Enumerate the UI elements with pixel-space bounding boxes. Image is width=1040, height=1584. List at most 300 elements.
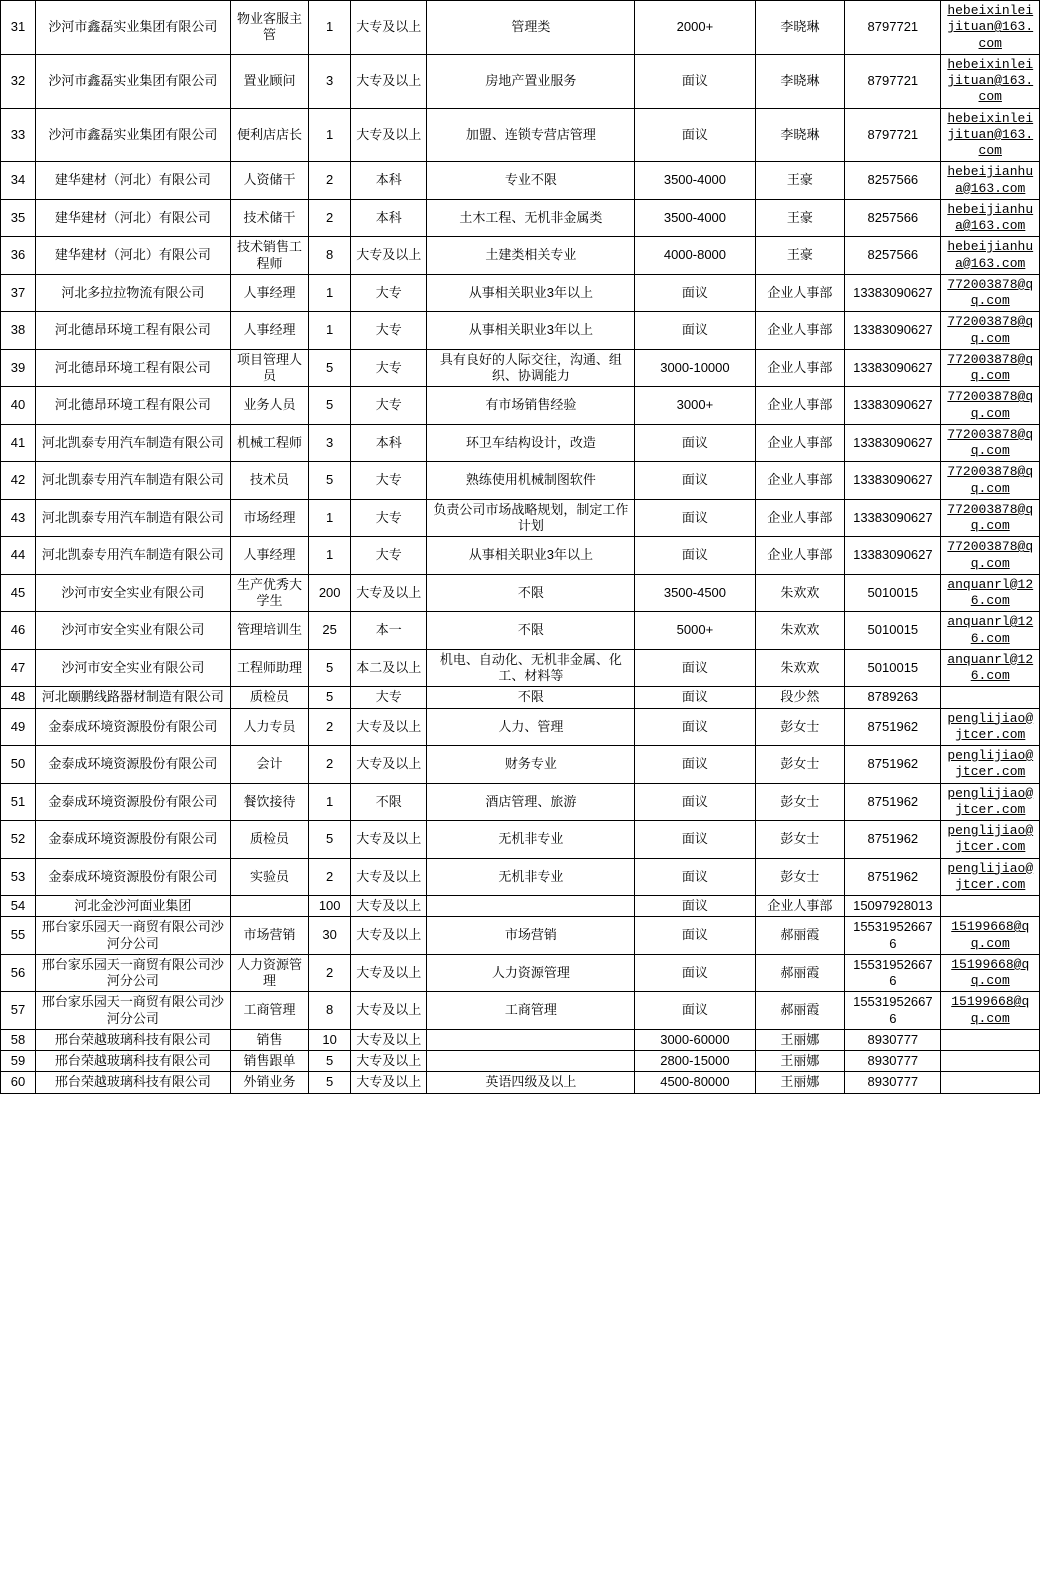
row-index-cell: 57 [1,992,36,1030]
row-index-cell: 54 [1,896,36,917]
email-link[interactable]: hebeijianhua@163.com [947,239,1034,271]
position-cell: 人资储干 [230,162,309,200]
salary-cell: 面议 [635,537,755,575]
row-index-cell: 58 [1,1029,36,1050]
row-index-cell: 60 [1,1072,36,1093]
contact-person-cell: 企业人事部 [755,499,845,537]
company-name-cell: 沙河市安全实业有限公司 [35,649,230,687]
table-row [1,237,1040,275]
company-name-cell: 邢台家乐园天一商贸有限公司沙河分公司 [35,917,230,955]
table-row [1,858,1040,896]
table-row [1,896,1040,917]
company-name-cell: 金泰成环境资源股份有限公司 [35,746,230,784]
email-link[interactable]: 772003878@qq.com [947,539,1034,571]
email-cell[interactable] [941,199,1040,237]
table-row [1,1072,1040,1093]
position-cell: 实验员 [230,858,309,896]
email-link[interactable]: anquanrl@126.com [947,576,1034,608]
table-row [1,387,1040,425]
education-cell: 大专及以上 [350,54,427,108]
table-row [1,783,1040,821]
salary-cell: 面议 [635,108,755,162]
major-cell [427,896,635,917]
email-link[interactable]: hebeijianhua@163.com [947,201,1034,233]
company-name-cell: 邢台荣越玻璃科技有限公司 [35,1072,230,1093]
phone-cell: 8751962 [845,858,941,896]
email-cell[interactable] [941,649,1040,687]
position-cell: 人事经理 [230,274,309,312]
major-cell: 从事相关职业3年以上 [427,274,635,312]
phone-cell: 13383090627 [845,499,941,537]
email-cell[interactable] [941,917,1040,955]
phone-cell: 15531952667 6 [845,992,941,1030]
position-cell: 管理培训生 [230,612,309,650]
table-row [1,687,1040,708]
major-cell: 熟练使用机械制图软件 [427,462,635,500]
email-cell[interactable] [941,992,1040,1030]
major-cell: 无机非专业 [427,858,635,896]
company-name-cell: 建华建材（河北）有限公司 [35,162,230,200]
contact-person-cell: 段少然 [755,687,845,708]
contact-person-cell: 郝丽霞 [755,917,845,955]
phone-cell: 15531952667 6 [845,954,941,992]
table-row [1,612,1040,650]
email-link[interactable]: hebeixinleijituan@163.com [947,3,1034,51]
contact-person-cell: 李晓琳 [755,108,845,162]
headcount-cell: 2 [309,954,351,992]
headcount-cell: 2 [309,708,351,746]
row-index-cell: 47 [1,649,36,687]
education-cell: 大专 [350,274,427,312]
contact-person-cell: 李晓琳 [755,54,845,108]
contact-person-cell: 企业人事部 [755,537,845,575]
email-link[interactable]: anquanrl@126.com [947,614,1034,646]
email-link[interactable]: penglijiao@jtcer.com [947,710,1034,742]
row-index-cell: 35 [1,199,36,237]
table-row [1,746,1040,784]
table-row [1,424,1040,462]
row-index-cell: 59 [1,1051,36,1072]
contact-person-cell: 彭女士 [755,746,845,784]
education-cell: 大专 [350,687,427,708]
major-cell: 无机非专业 [427,821,635,859]
email-cell[interactable] [941,783,1040,821]
table-row [1,1051,1040,1072]
contact-person-cell: 王丽娜 [755,1072,845,1093]
contact-person-cell: 企业人事部 [755,274,845,312]
phone-cell: 8789263 [845,687,941,708]
major-cell: 财务专业 [427,746,635,784]
company-name-cell: 沙河市鑫磊实业集团有限公司 [35,108,230,162]
email-cell[interactable] [941,54,1040,108]
major-cell: 工商管理 [427,992,635,1030]
contact-person-cell: 彭女士 [755,821,845,859]
education-cell: 大专及以上 [350,108,427,162]
table-row [1,1029,1040,1050]
education-cell: 大专及以上 [350,992,427,1030]
education-cell: 本科 [350,424,427,462]
company-name-cell: 河北凯泰专用汽车制造有限公司 [35,424,230,462]
email-cell[interactable] [941,162,1040,200]
education-cell: 大专及以上 [350,746,427,784]
email-link[interactable]: hebeijianhua@163.com [947,164,1034,196]
position-cell: 外销业务 [230,1072,309,1093]
email-cell[interactable] [941,612,1040,650]
email-cell[interactable] [941,821,1040,859]
major-cell: 英语四级及以上 [427,1072,635,1093]
education-cell: 大专及以上 [350,237,427,275]
education-cell: 大专及以上 [350,574,427,612]
company-name-cell: 建华建材（河北）有限公司 [35,199,230,237]
table-row [1,992,1040,1030]
salary-cell: 面议 [635,992,755,1030]
salary-cell: 面议 [635,649,755,687]
company-name-cell: 河北凯泰专用汽车制造有限公司 [35,462,230,500]
email-cell[interactable] [941,462,1040,500]
salary-cell: 5000+ [635,612,755,650]
contact-person-cell: 彭女士 [755,858,845,896]
table-row [1,162,1040,200]
position-cell: 机械工程师 [230,424,309,462]
contact-person-cell: 企业人事部 [755,462,845,500]
email-link[interactable]: 772003878@qq.com [947,426,1034,458]
salary-cell: 3500-4000 [635,199,755,237]
headcount-cell: 100 [309,896,351,917]
salary-cell: 面议 [635,708,755,746]
email-cell[interactable] [941,746,1040,784]
salary-cell: 2800-15000 [635,1051,755,1072]
headcount-cell: 1 [309,499,351,537]
salary-cell: 面议 [635,858,755,896]
email-cell[interactable] [941,387,1040,425]
row-index-cell: 55 [1,917,36,955]
company-name-cell: 河北凯泰专用汽车制造有限公司 [35,537,230,575]
contact-person-cell: 企业人事部 [755,312,845,350]
major-cell: 负责公司市场战略规划，制定工作计划 [427,499,635,537]
position-cell: 置业顾问 [230,54,309,108]
row-index-cell: 44 [1,537,36,575]
table-row [1,917,1040,955]
salary-cell: 面议 [635,54,755,108]
major-cell: 人力、管理 [427,708,635,746]
contact-person-cell: 朱欢欢 [755,612,845,650]
email-cell[interactable] [941,424,1040,462]
table-row [1,537,1040,575]
email-link[interactable]: hebeixinleijituan@163.com [947,110,1034,158]
major-cell: 不限 [427,687,635,708]
major-cell: 人力资源管理 [427,954,635,992]
major-cell [427,1029,635,1050]
company-name-cell: 河北凯泰专用汽车制造有限公司 [35,499,230,537]
major-cell: 有市场销售经验 [427,387,635,425]
major-cell: 管理类 [427,1,635,55]
headcount-cell: 2 [309,746,351,784]
headcount-cell: 3 [309,54,351,108]
phone-cell: 15097928013 [845,896,941,917]
salary-cell: 3500-4000 [635,162,755,200]
contact-person-cell: 郝丽霞 [755,992,845,1030]
table-row [1,821,1040,859]
email-cell[interactable] [941,237,1040,275]
education-cell: 大专及以上 [350,821,427,859]
headcount-cell: 5 [309,1072,351,1093]
phone-cell: 5010015 [845,612,941,650]
salary-cell: 面议 [635,783,755,821]
major-cell: 不限 [427,574,635,612]
phone-cell: 8797721 [845,1,941,55]
salary-cell: 面议 [635,312,755,350]
company-name-cell: 邢台荣越玻璃科技有限公司 [35,1029,230,1050]
headcount-cell: 1 [309,274,351,312]
company-name-cell: 金泰成环境资源股份有限公司 [35,821,230,859]
major-cell: 机电、自动化、无机非金属、化工、材料等 [427,649,635,687]
headcount-cell: 8 [309,992,351,1030]
education-cell: 本二及以上 [350,649,427,687]
email-cell[interactable] [941,312,1040,350]
contact-person-cell: 朱欢欢 [755,649,845,687]
email-link[interactable]: 15199668@qq.com [951,956,1030,988]
major-cell: 土木工程、无机非金属类 [427,199,635,237]
email-link[interactable]: anquanrl@126.com [947,651,1034,683]
phone-cell: 8930777 [845,1051,941,1072]
education-cell: 大专及以上 [350,917,427,955]
education-cell: 大专及以上 [350,708,427,746]
phone-cell: 8930777 [845,1029,941,1050]
position-cell: 会计 [230,746,309,784]
position-cell: 项目管理人员 [230,349,309,387]
headcount-cell: 10 [309,1029,351,1050]
email-link[interactable]: penglijiao@jtcer.com [947,860,1034,892]
major-cell: 具有良好的人际交往，沟通、组织、协调能力 [427,349,635,387]
row-index-cell: 46 [1,612,36,650]
position-cell: 生产优秀大学生 [230,574,309,612]
row-index-cell: 41 [1,424,36,462]
position-cell: 销售跟单 [230,1051,309,1072]
email-link[interactable]: 772003878@qq.com [947,314,1034,346]
contact-person-cell: 朱欢欢 [755,574,845,612]
row-index-cell: 36 [1,237,36,275]
salary-cell: 面议 [635,954,755,992]
email-cell[interactable] [941,896,1040,917]
position-cell [230,896,309,917]
salary-cell: 面议 [635,462,755,500]
phone-cell: 8751962 [845,708,941,746]
phone-cell: 13383090627 [845,424,941,462]
phone-cell: 13383090627 [845,387,941,425]
email-link[interactable]: penglijiao@jtcer.com [947,823,1034,855]
company-name-cell: 河北金沙河面业集团 [35,896,230,917]
email-cell[interactable] [941,1072,1040,1093]
contact-person-cell: 李晓琳 [755,1,845,55]
email-cell[interactable] [941,687,1040,708]
table-row [1,954,1040,992]
contact-person-cell: 王豪 [755,199,845,237]
phone-cell: 8751962 [845,783,941,821]
phone-cell: 5010015 [845,574,941,612]
headcount-cell: 1 [309,537,351,575]
company-name-cell: 沙河市鑫磊实业集团有限公司 [35,1,230,55]
position-cell: 工程师助理 [230,649,309,687]
salary-cell: 3000+ [635,387,755,425]
email-cell[interactable] [941,1,1040,55]
education-cell: 大专及以上 [350,1051,427,1072]
company-name-cell: 沙河市鑫磊实业集团有限公司 [35,54,230,108]
headcount-cell: 5 [309,462,351,500]
company-name-cell: 金泰成环境资源股份有限公司 [35,708,230,746]
contact-person-cell: 企业人事部 [755,424,845,462]
salary-cell: 3500-4500 [635,574,755,612]
phone-cell: 8751962 [845,821,941,859]
phone-cell: 8257566 [845,237,941,275]
salary-cell: 4500-80000 [635,1072,755,1093]
headcount-cell: 5 [309,687,351,708]
education-cell: 本科 [350,199,427,237]
headcount-cell: 5 [309,387,351,425]
company-name-cell: 河北多拉拉物流有限公司 [35,274,230,312]
salary-cell: 面议 [635,896,755,917]
table-row [1,499,1040,537]
education-cell: 大专 [350,537,427,575]
position-cell: 人力资源管理 [230,954,309,992]
position-cell: 便利店店长 [230,108,309,162]
row-index-cell: 37 [1,274,36,312]
table-row [1,312,1040,350]
email-link[interactable]: 772003878@qq.com [947,389,1034,421]
company-name-cell: 金泰成环境资源股份有限公司 [35,783,230,821]
headcount-cell: 1 [309,1,351,55]
email-cell[interactable] [941,708,1040,746]
table-row [1,649,1040,687]
phone-cell: 8257566 [845,162,941,200]
major-cell [427,1051,635,1072]
email-cell[interactable] [941,954,1040,992]
position-cell: 市场营销 [230,917,309,955]
phone-cell: 5010015 [845,649,941,687]
table-row [1,574,1040,612]
contact-person-cell: 郝丽霞 [755,954,845,992]
position-cell: 销售 [230,1029,309,1050]
headcount-cell: 1 [309,108,351,162]
headcount-cell: 5 [309,649,351,687]
position-cell: 业务人员 [230,387,309,425]
position-cell: 物业客服主管 [230,1,309,55]
education-cell: 大专及以上 [350,858,427,896]
email-link[interactable]: 772003878@qq.com [947,276,1034,308]
headcount-cell: 2 [309,199,351,237]
row-index-cell: 48 [1,687,36,708]
email-cell[interactable] [941,1051,1040,1072]
headcount-cell: 5 [309,1051,351,1072]
email-link[interactable]: penglijiao@jtcer.com [947,748,1034,780]
email-cell[interactable] [941,574,1040,612]
major-cell: 酒店管理、旅游 [427,783,635,821]
education-cell: 大专及以上 [350,1072,427,1093]
email-link[interactable]: 15199668@qq.com [951,919,1030,951]
email-link[interactable]: penglijiao@jtcer.com [947,785,1034,817]
salary-cell: 3000-60000 [635,1029,755,1050]
education-cell: 本一 [350,612,427,650]
phone-cell: 8257566 [845,199,941,237]
major-cell: 土建类相关专业 [427,237,635,275]
education-cell: 大专及以上 [350,896,427,917]
position-cell: 质检员 [230,821,309,859]
headcount-cell: 200 [309,574,351,612]
contact-person-cell: 王丽娜 [755,1051,845,1072]
contact-person-cell: 彭女士 [755,783,845,821]
row-index-cell: 51 [1,783,36,821]
email-cell[interactable] [941,1029,1040,1050]
row-index-cell: 31 [1,1,36,55]
salary-cell: 面议 [635,499,755,537]
contact-person-cell: 彭女士 [755,708,845,746]
headcount-cell: 3 [309,424,351,462]
salary-cell: 2000+ [635,1,755,55]
salary-cell: 面议 [635,821,755,859]
position-cell: 技术储干 [230,199,309,237]
contact-person-cell: 企业人事部 [755,896,845,917]
email-link[interactable]: 772003878@qq.com [947,351,1034,383]
education-cell: 大专 [350,312,427,350]
major-cell: 环卫车结构设计，改造 [427,424,635,462]
table-row [1,108,1040,162]
phone-cell: 8797721 [845,54,941,108]
company-name-cell: 河北德昂环境工程有限公司 [35,349,230,387]
row-index-cell: 53 [1,858,36,896]
company-name-cell: 金泰成环境资源股份有限公司 [35,858,230,896]
email-cell[interactable] [941,108,1040,162]
position-cell: 人事经理 [230,537,309,575]
major-cell: 专业不限 [427,162,635,200]
row-index-cell: 43 [1,499,36,537]
email-cell[interactable] [941,858,1040,896]
row-index-cell: 42 [1,462,36,500]
company-name-cell: 沙河市安全实业有限公司 [35,612,230,650]
row-index-cell: 34 [1,162,36,200]
salary-cell: 面议 [635,746,755,784]
position-cell: 质检员 [230,687,309,708]
email-cell[interactable] [941,274,1040,312]
major-cell: 房地产置业服务 [427,54,635,108]
education-cell: 大专 [350,387,427,425]
row-index-cell: 39 [1,349,36,387]
company-name-cell: 邢台家乐园天一商贸有限公司沙河分公司 [35,992,230,1030]
row-index-cell: 52 [1,821,36,859]
major-cell: 加盟、连锁专营店管理 [427,108,635,162]
position-cell: 市场经理 [230,499,309,537]
email-link[interactable]: 772003878@qq.com [947,464,1034,496]
position-cell: 技术销售工程师 [230,237,309,275]
email-link[interactable]: 15199668@qq.com [951,994,1030,1026]
major-cell: 从事相关职业3年以上 [427,537,635,575]
contact-person-cell: 王豪 [755,162,845,200]
position-cell: 人力专员 [230,708,309,746]
table-row [1,462,1040,500]
email-cell[interactable] [941,537,1040,575]
row-index-cell: 50 [1,746,36,784]
email-link[interactable]: 772003878@qq.com [947,501,1034,533]
email-cell[interactable] [941,499,1040,537]
phone-cell: 13383090627 [845,274,941,312]
email-cell[interactable] [941,349,1040,387]
education-cell: 大专 [350,462,427,500]
table-row [1,708,1040,746]
headcount-cell: 2 [309,162,351,200]
contact-person-cell: 企业人事部 [755,387,845,425]
headcount-cell: 25 [309,612,351,650]
email-link[interactable]: hebeixinleijituan@163.com [947,56,1034,105]
row-index-cell: 38 [1,312,36,350]
major-cell: 市场营销 [427,917,635,955]
